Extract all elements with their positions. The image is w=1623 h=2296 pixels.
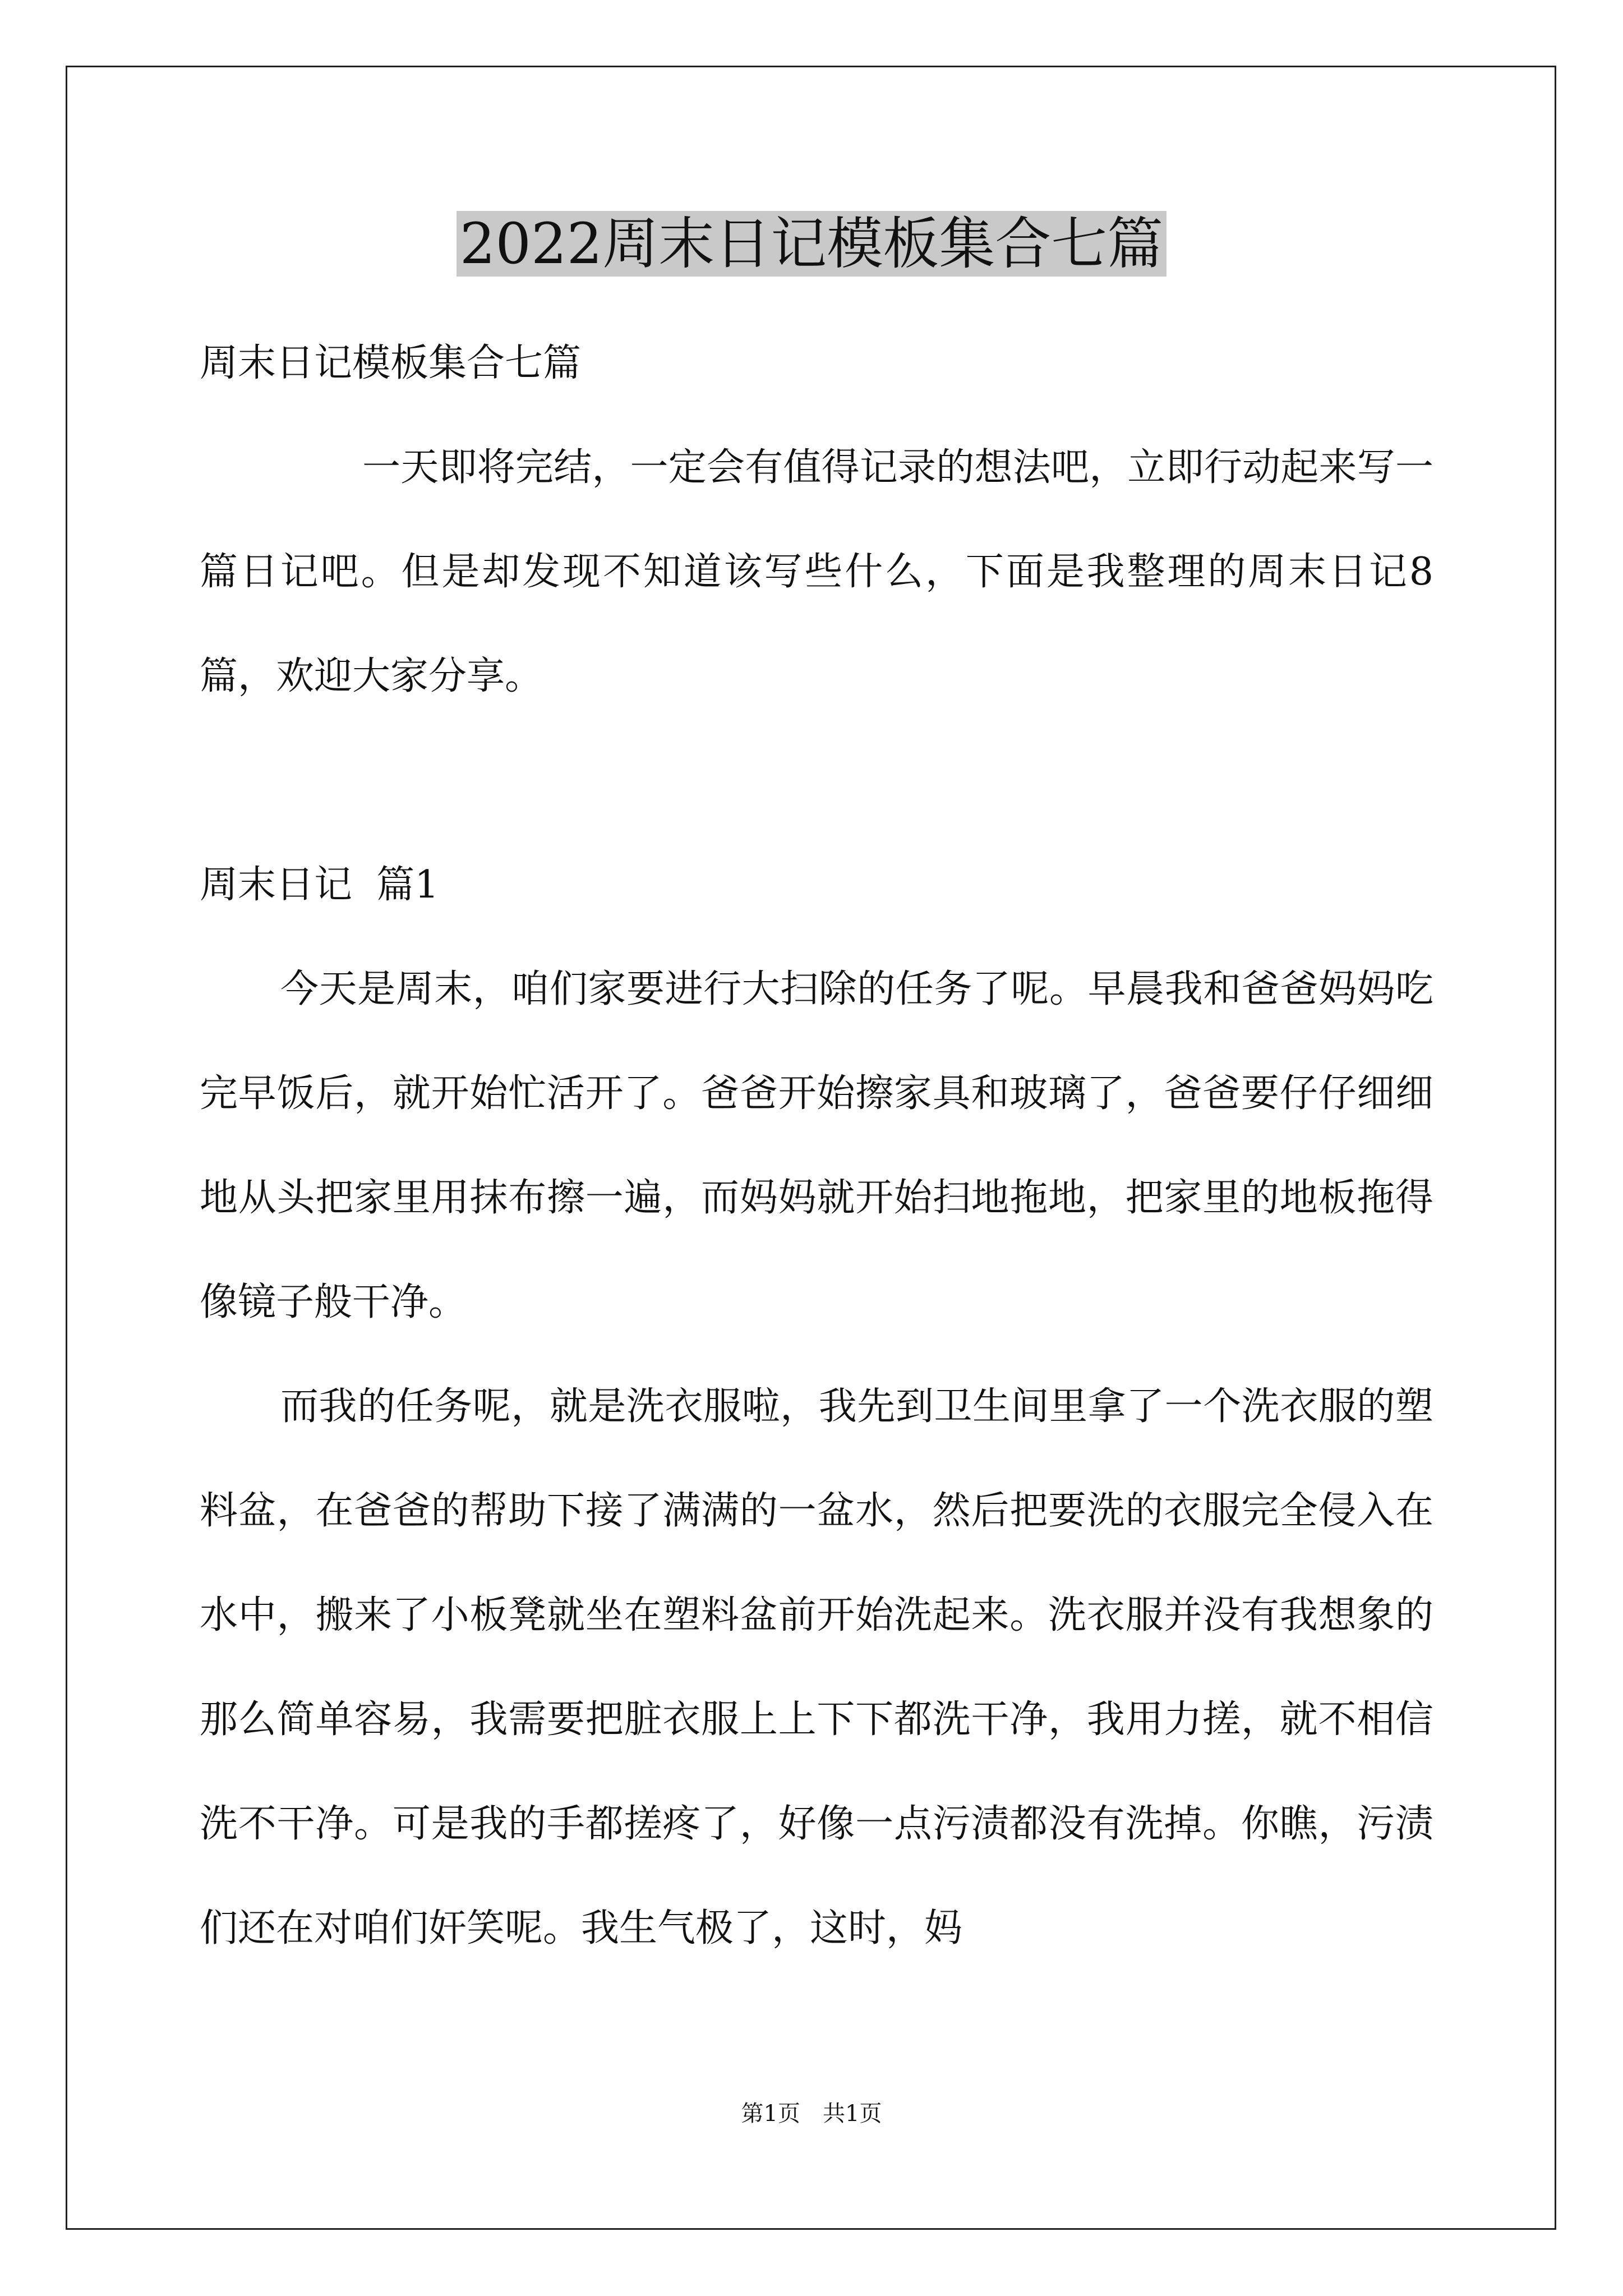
blank-line <box>200 729 1433 833</box>
document-title-text: 2022周末日记模板集合七篇 <box>457 211 1167 277</box>
document-title <box>0 205 1623 283</box>
document-body <box>200 311 1433 1981</box>
page-footer <box>0 2097 1623 2131</box>
document-subtitle: 周末日记模板集合七篇 <box>200 341 582 385</box>
page-total: 共1页 <box>823 2101 882 2127</box>
intro-paragraph: 一天即将完结，一定会有值得记录的想法吧，立即行动起来写一篇日记吧。但是却发现不知道该写些什么，下面是我整理的周末日记8篇，欢迎大家分享。 <box>200 445 1433 698</box>
page-number: 第1页 <box>741 2101 800 2127</box>
body-paragraph: 而我的任务呢，就是洗衣服啦，我先到卫生间里拿了一个洗衣服的塑料盆，在爸爸的帮助下接了满满的一盆水，然后把要洗的衣服完全侵入在水中，搬来了小板凳就坐在塑料盆前开始洗起来。洗衣服并没有我想象的那么简单容易，我需要把脏衣服上上下下都洗干净，我用力搓，就不相信洗不干净。可是我的手都搓疼了，好像一点污渍都没有洗掉。你瞧，污渍们还在对咱们奸笑呢。我生气极了，这时，妈 <box>200 1384 1433 1950</box>
body-paragraph: 今天是周末，咱们家要进行大扫除的任务了呢。早晨我和爸爸妈妈吃完早饭后，就开始忙活开了。爸爸开始擦家具和玻璃了，爸爸要仔仔细细地从头把家里用抹布擦一遍，而妈妈就开始扫地拖地，把家里的地板拖得像镜子般干净。 <box>200 967 1433 1324</box>
section-heading: 周末日记 篇1 <box>200 863 439 907</box>
